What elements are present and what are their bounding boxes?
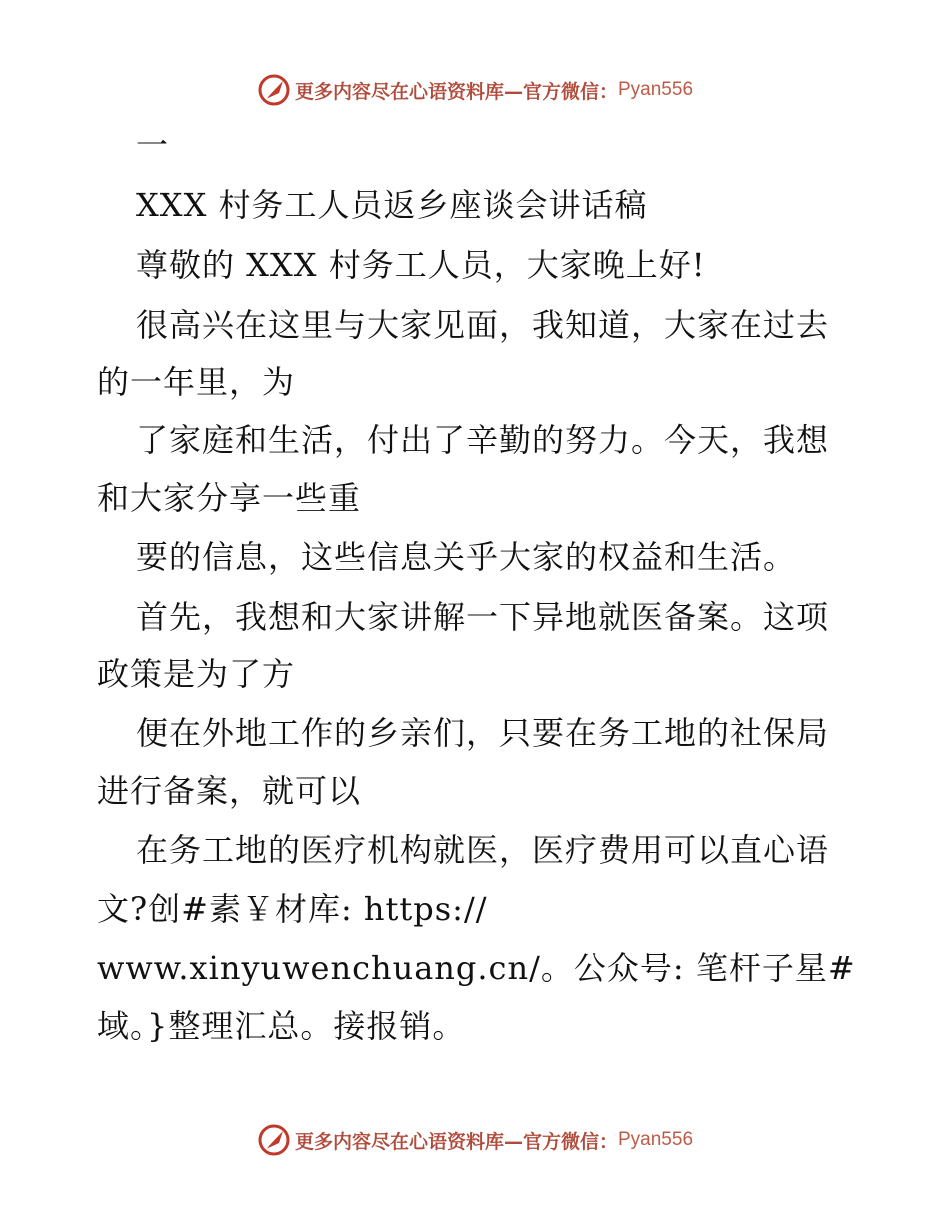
paragraph-line: 和大家分享一些重 bbox=[97, 479, 362, 517]
greeting-line: 尊敬的 XXX 村务工人员，大家晚上好! bbox=[136, 246, 706, 284]
paragraph-line: 在务工地的医疗机构就医，医疗费用可以直心语 bbox=[136, 831, 830, 869]
paragraph-line: 了家庭和生活，付出了辛勤的努力。今天，我想 bbox=[136, 421, 830, 459]
banner-text: 更多内容尽在心语资料库—官方微信： bbox=[294, 80, 618, 103]
quill-logo-icon bbox=[257, 73, 291, 107]
document-title: XXX 村务工人员返乡座谈会讲话稿 bbox=[136, 186, 648, 224]
section-number: 一 bbox=[136, 126, 170, 164]
paragraph-line: 首先，我想和大家讲解一下异地就医备案。这项 bbox=[136, 598, 830, 636]
paragraph-line: 很高兴在这里与大家见面，我知道，大家在过去 bbox=[136, 306, 830, 344]
paragraph-line: 便在外地工作的乡亲们，只要在务工地的社保局 bbox=[136, 714, 830, 752]
paragraph-line: 进行备案，就可以 bbox=[97, 772, 362, 810]
banner-text: 更多内容尽在心语资料库—官方微信： bbox=[294, 1130, 618, 1153]
quill-logo-icon bbox=[257, 1123, 291, 1157]
paragraph-line: 文?创#素￥材库: https:// bbox=[97, 890, 488, 928]
paragraph-line: 域。}整理汇总。接报销。 bbox=[97, 1007, 466, 1045]
footer-watermark-banner bbox=[0, 1120, 950, 1160]
paragraph-line: www.xinyuwenchuang.cn/。公众号: 笔杆子星# bbox=[97, 949, 856, 987]
paragraph-line: 的一年里，为 bbox=[97, 363, 296, 401]
header-watermark-banner bbox=[0, 70, 950, 110]
banner-wechat-id: Pyan556 bbox=[618, 79, 694, 100]
paragraph-line: 要的信息，这些信息关乎大家的权益和生活。 bbox=[136, 538, 797, 576]
paragraph-line: 政策是为了方 bbox=[97, 655, 296, 693]
banner-wechat-id: Pyan556 bbox=[618, 1129, 694, 1150]
